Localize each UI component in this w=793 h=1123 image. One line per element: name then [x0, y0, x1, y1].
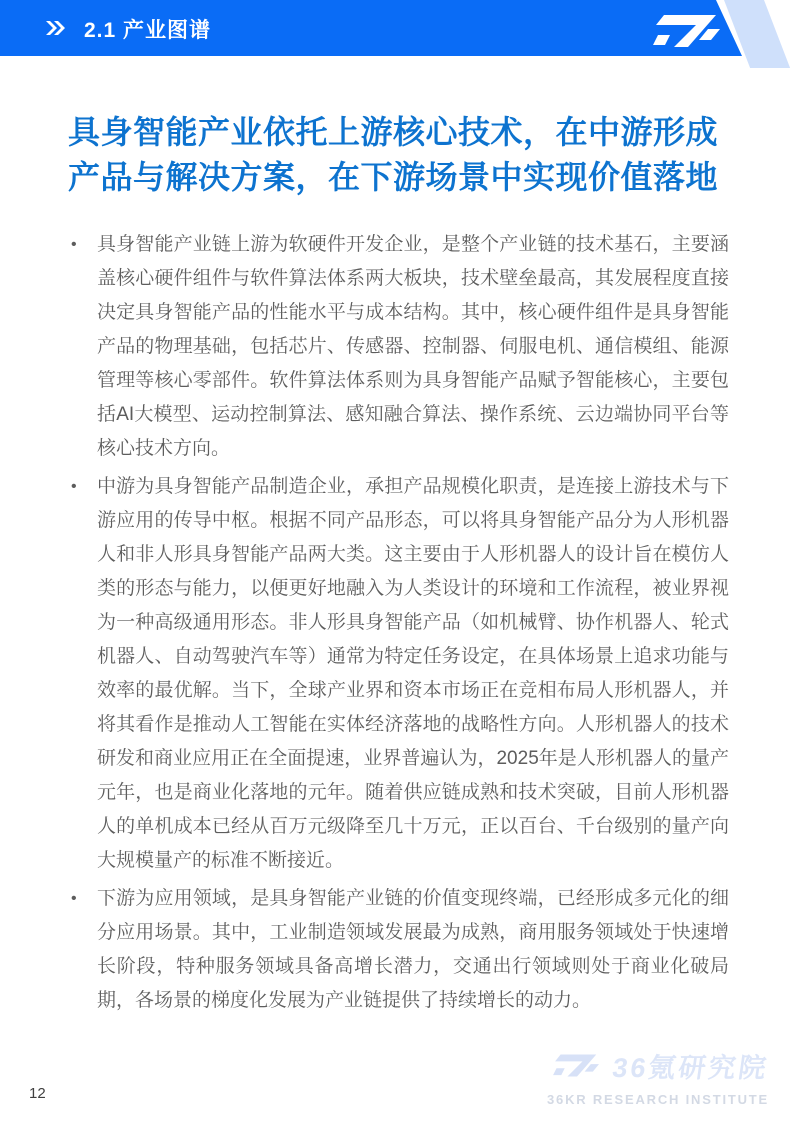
- 36kr-watermark-logo-icon: [551, 1053, 599, 1078]
- bullet-item-downstream: [68, 882, 729, 1018]
- watermark-en-text: 36KR RESEARCH INSTITUTE: [547, 1092, 769, 1107]
- page-title: 具身智能产业依托上游核心技术，在中游形成产品与解决方案，在下游场景中实现价值落地: [68, 114, 719, 195]
- section-title: 2.1 产业图谱: [84, 19, 212, 42]
- page-number: 12: [29, 1085, 46, 1102]
- bullet-text: 下游为应用领域，是具身智能产业链的价值变现终端，已经形成多元化的细分应用场景。其中，工业制造领域发展最为成熟，商用服务领域处于快速增长阶段，特种服务领域具备高增长潜力，交通出行领域则处于商业化破局期，各场景的梯度化发展为产业链提供了持续增长的动力。: [97, 888, 729, 1011]
- bullet-item-upstream: [68, 228, 729, 466]
- bullet-list: [68, 228, 729, 1018]
- watermark-logo-row: [547, 1046, 769, 1085]
- section-header: [0, 0, 793, 56]
- page-body: [68, 56, 729, 1022]
- 36kr-logo-icon: [650, 13, 720, 49]
- bullet-item-midstream: [68, 470, 729, 878]
- header-accent-slash: [724, 0, 790, 68]
- watermark-cn-text: 36氪研究院: [610, 1053, 771, 1083]
- bullet-text: 中游为具身智能产品制造企业，承担产品规模化职责，是连接上游技术与下游应用的传导中枢。根据不同产品形态，可以将具身智能产品分为人形机器人和非人形具身智能产品两大类。这主要由于人形机器人的设计旨在模仿人类的形态与能力，以便更好地融入为人类设计的环境和工作流程，被业界视为一种高级通用形态。非人形具身智能产品（如机械臂、协作机器人、轮式机器人、自动驾驶汽车等）通常为特定任务设定，在具体场景上追求功能与效率的最优解。当下，全球产业界和资本市场正在竞相布局人形机器人，并将其看作是推动人工智能在实体经济落地的战略性方向。人形机器人的技术研发和商业应用正在全面提速，业界普遍认为，2025年是人形机器人的量产元年，也是商业化落地的元年。随着供应链成熟和技术突破，目前人形机器人的单机成本已经从百万元级降至几十万元，正以百台、千台级别的量产向大规模量产的标准不断接近。: [97, 476, 729, 871]
- double-chevron-right-icon: [44, 18, 68, 38]
- watermark-logo: [547, 1046, 769, 1107]
- bullet-text: 具身智能产业链上游为软硬件开发企业，是整个产业链的技术基石，主要涵盖核心硬件组件与软件算法体系两大板块，技术壁垒最高，其发展程度直接决定具身智能产品的性能水平与成本结构。其中，核心硬件组件是具身智能产品的物理基础，包括芯片、传感器、控制器、伺服电机、通信模组、能源管理等核心零部件。软件算法体系则为具身智能产品赋予智能核心，主要包括AI大模型、运动控制算法、感知融合算法、操作系统、云边端协同平台等核心技术方向。: [97, 234, 729, 459]
